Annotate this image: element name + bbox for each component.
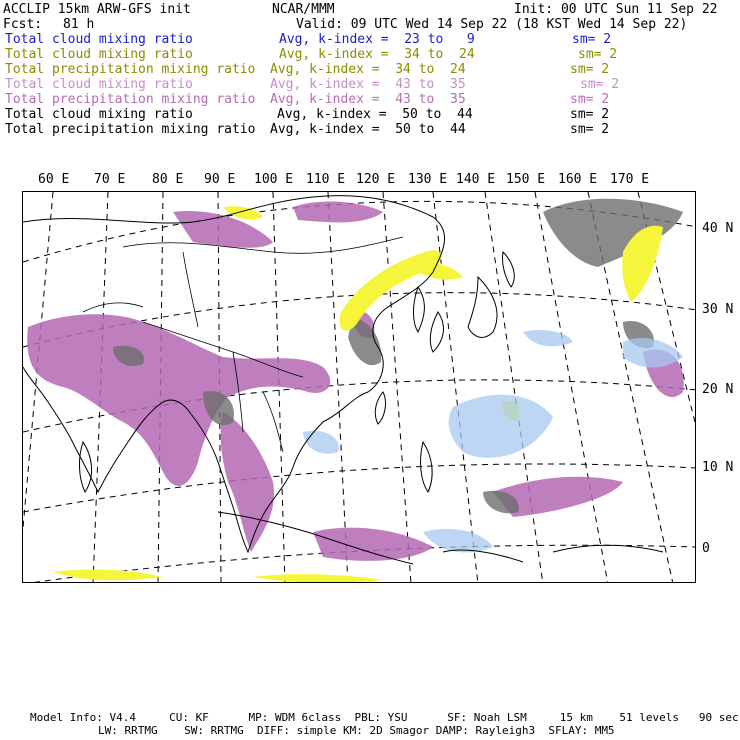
legend-avg-range: Avg, k-index = 50 to 44 bbox=[277, 107, 473, 122]
latitude-label: 20 N bbox=[702, 382, 734, 397]
legend-field-name: Total precipitation mixing ratio bbox=[5, 62, 256, 77]
legend-smoothing: sm= 2 bbox=[570, 62, 610, 77]
legend-field-name: Total cloud mixing ratio bbox=[5, 107, 193, 122]
longitude-label: 80 E bbox=[152, 172, 184, 187]
weather-map bbox=[23, 192, 696, 583]
valid-time: Valid: 09 UTC Wed 14 Sep 22 (18 KST Wed 14 Sep 22) bbox=[296, 17, 688, 32]
legend-avg-range: Avg, k-index = 34 to 24 bbox=[279, 47, 475, 62]
legend-field-name: Total cloud mixing ratio bbox=[5, 77, 193, 92]
organization-label: NCAR/MMM bbox=[272, 2, 335, 17]
legend-avg-range: Avg, k-index = 43 to 35 bbox=[270, 92, 466, 107]
legend-smoothing: sm= 2 bbox=[572, 32, 612, 47]
longitude-label: 160 E bbox=[558, 172, 598, 187]
legend-smoothing: sm= 2 bbox=[570, 122, 610, 137]
longitude-label: 150 E bbox=[506, 172, 546, 187]
model-title: ACCLIP 15km ARW-GFS init bbox=[3, 2, 191, 17]
legend-field-name: Total cloud mixing ratio bbox=[5, 47, 193, 62]
longitude-label: 140 E bbox=[456, 172, 496, 187]
forecast-label: Fcst: bbox=[3, 17, 43, 32]
longitude-label: 170 E bbox=[610, 172, 650, 187]
forecast-hour: 81 h bbox=[63, 17, 95, 32]
latitude-label: 0 bbox=[702, 541, 710, 556]
legend-smoothing: sm= 2 bbox=[578, 47, 618, 62]
latitude-label: 10 N bbox=[702, 460, 734, 475]
longitude-label: 120 E bbox=[356, 172, 396, 187]
longitude-label: 70 E bbox=[94, 172, 126, 187]
init-time: Init: 00 UTC Sun 11 Sep 22 bbox=[514, 2, 718, 17]
legend-field-name: Total cloud mixing ratio bbox=[5, 32, 193, 47]
model-info-line2: LW: RRTMG SW: RRTMG DIFF: simple KM: 2D Smagor DAMP: Rayleigh3 SFLAY: MM5 bbox=[98, 724, 615, 737]
latitude-label: 40 N bbox=[702, 221, 734, 236]
longitude-label: 100 E bbox=[254, 172, 294, 187]
legend-smoothing: sm= 2 bbox=[570, 107, 610, 122]
legend-smoothing: sm= 2 bbox=[570, 92, 610, 107]
cloud-mixing-ratio-blue-area bbox=[303, 330, 683, 552]
longitude-label: 110 E bbox=[306, 172, 346, 187]
longitude-label: 60 E bbox=[38, 172, 70, 187]
legend-avg-range: Avg, k-index = 34 to 24 bbox=[270, 62, 466, 77]
longitude-label: 90 E bbox=[204, 172, 236, 187]
legend-smoothing: sm= 2 bbox=[580, 77, 620, 92]
model-info-line1: Model Info: V4.4 CU: KF MP: WDM 6class PBL: YSU SF: Noah LSM 15 km 51 levels 90 sec bbox=[30, 711, 739, 724]
legend-avg-range: Avg, k-index = 50 to 44 bbox=[270, 122, 466, 137]
longitude-label: 130 E bbox=[408, 172, 448, 187]
legend-field-name: Total precipitation mixing ratio bbox=[5, 122, 256, 137]
map-panel bbox=[22, 191, 696, 583]
latitude-label: 30 N bbox=[702, 302, 734, 317]
legend-avg-range: Avg, k-index = 43 to 35 bbox=[270, 77, 466, 92]
legend-avg-range: Avg, k-index = 23 to 9 bbox=[279, 32, 475, 47]
legend-field-name: Total precipitation mixing ratio bbox=[5, 92, 256, 107]
